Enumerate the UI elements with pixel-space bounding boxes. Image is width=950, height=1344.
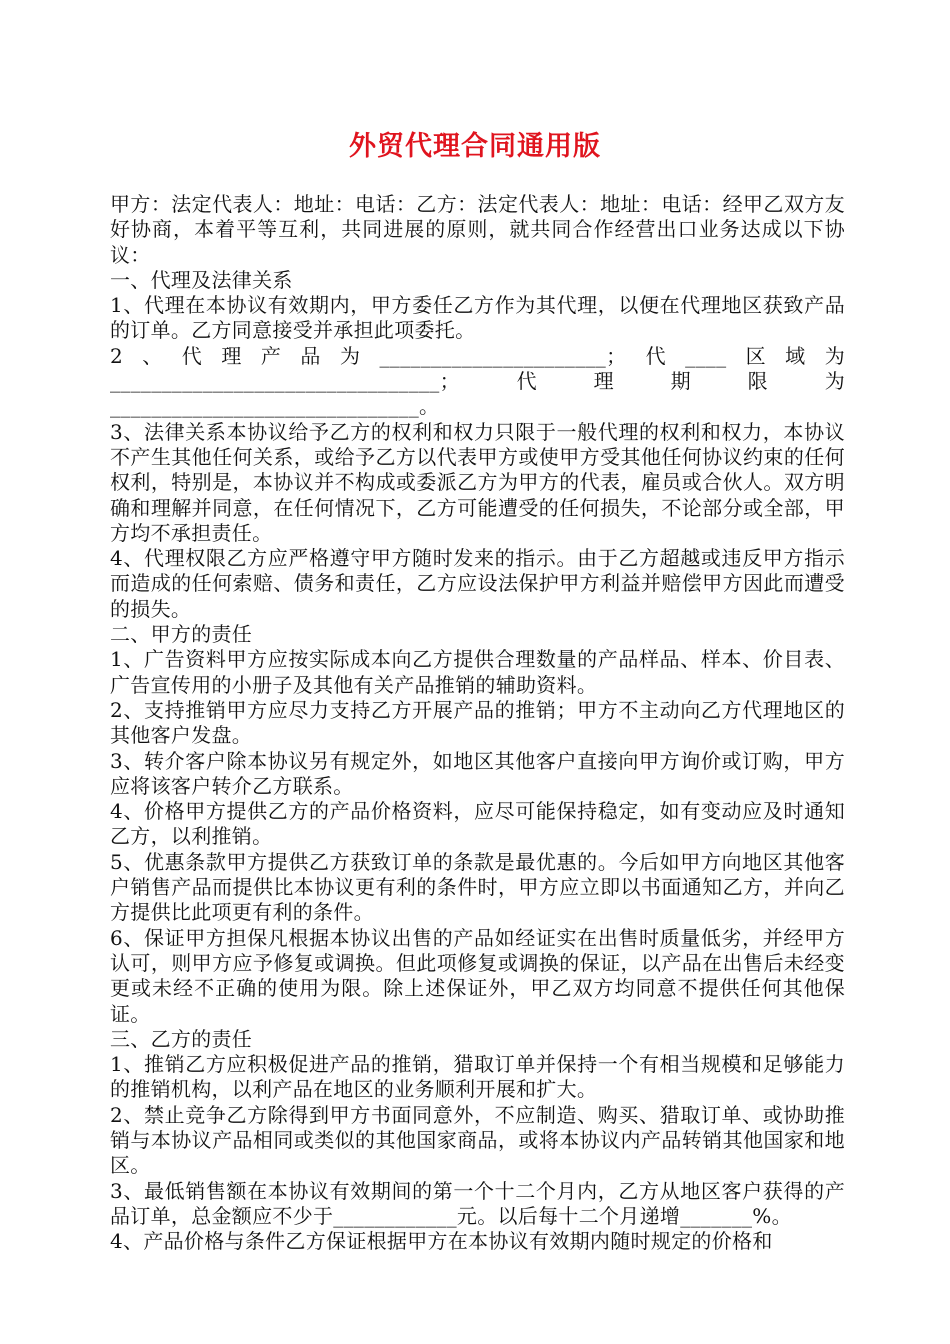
paragraph-2-6: 6、保证甲方担保凡根据本协议出售的产品如经证实在出售时质量低劣，并经甲方认可，则甲方应予修复或调换。但此项修复或调换的保证，以产品在出售后未经变更或未经不正确的使用为限。除上述保证外，甲乙双方均同意不提供任何其他保证。 [110,925,845,1026]
paragraph-3-2: 2、禁止竞争乙方除得到甲方书面同意外，不应制造、购买、猎取订单、或协助推销与本协议产品相同或类似的其他国家商品，或将本协议内产品转销其他国家和地区。 [110,1102,845,1178]
section-heading-2: 二、甲方的责任 [110,622,253,647]
paragraph-2-5: 5、优惠条款甲方提供乙方获致订单的条款是最优惠的。今后如甲方向地区其他客户销售产品而提供比本协议更有利的条件时，甲方应立即以书面通知乙方，并向乙方提供比此项更有利的条件。 [110,849,845,925]
paragraph-2-3: 3、转介客户除本协议另有规定外，如地区其他客户直接向甲方询价或订购，甲方应将该客户转介乙方联系。 [110,748,845,798]
paragraph-2-4: 4、价格甲方提供乙方的产品价格资料，应尽可能保持稳定，如有变动应及时通知乙方，以利推销。 [110,799,845,849]
paragraph-3-1: 1、推销乙方应积极促进产品的推销，猎取订单并保持一个有相当规模和足够能力的推销机构，以利产品在地区的业务顺利开展和扩大。 [110,1052,845,1102]
paragraph-1-4: 4、代理权限乙方应严格遵守甲方随时发来的指示。由于乙方超越或违反甲方指示而造成的任何索赔、债务和责任，乙方应设法保护甲方利益并赔偿甲方因此而遭受的损失。 [110,546,845,621]
document-title: 外贸代理合同通用版 [349,131,601,162]
document-body [110,192,845,1254]
paragraph-1-2: 2、代理产品为______________________；代____区域为________________________________；代理期限为______________________________。 [110,343,845,419]
paragraph-1-1: 1、代理在本协议有效期内，甲方委任乙方作为其代理，以便在代理地区获致产品的订单。乙方同意接受并承担此项委托。 [110,293,845,343]
section-heading-3: 三、乙方的责任 [110,1026,253,1051]
paragraph-3-3: 3、最低销售额在本协议有效期间的第一个十二个月内，乙方从地区客户获得的产品订单，总金额应不少于____________元。以后每十二个月递增_______%。 [110,1178,845,1228]
section-heading-1: 一、代理及法律关系 [110,267,293,292]
paragraph-2-1: 1、广告资料甲方应按实际成本向乙方提供合理数量的产品样品、样本、价目表、广告宣传用的小册子及其他有关产品推销的辅助资料。 [110,647,845,697]
paragraph-1-3: 3、法律关系本协议给予乙方的权利和权力只限于一般代理的权利和权力，本协议不产生其他任何关系，或给予乙方以代表甲方或使甲方受其他任何协议约束的任何权利，特别是，本协议并不构成或委派乙方为甲方的代表，雇员或合伙人。双方明确和理解并同意，在任何情况下，乙方可能遭受的任何损失，不论部分或全部，甲方均不承担责任。 [110,419,845,545]
paragraph-2-2: 2、支持推销甲方应尽力支持乙方开展产品的推销；甲方不主动向乙方代理地区的其他客户发盘。 [110,697,845,748]
paragraph-parties: 甲方：法定代表人：地址：电话：乙方：法定代表人：地址：电话：经甲乙双方友好协商，本着平等互利，共同进展的原则，就共同合作经营出口业务达成以下协议： [110,192,845,267]
paragraph-3-4: 4、产品价格与条件乙方保证根据甲方在本协议有效期内随时规定的价格和 [110,1229,773,1254]
